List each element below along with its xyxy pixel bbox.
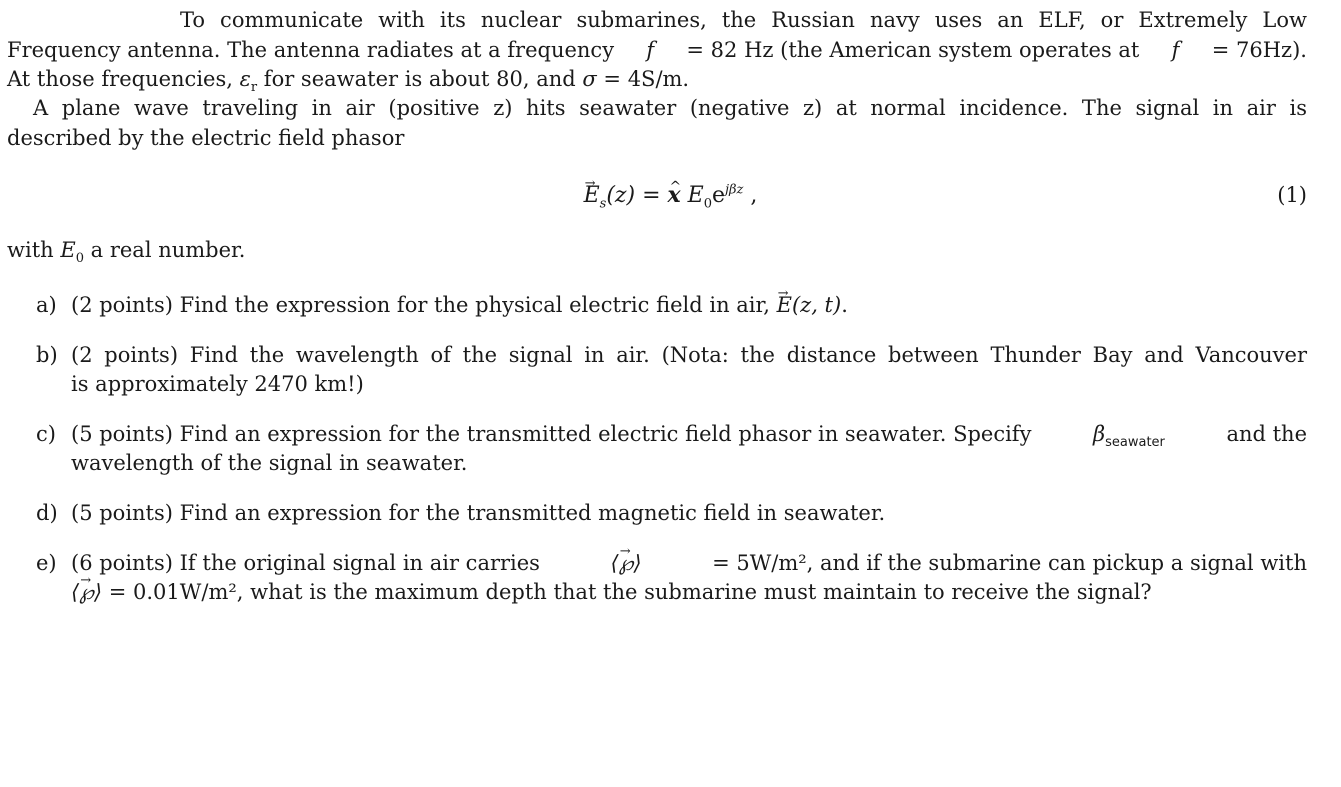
equation-number: (1) — [1277, 183, 1307, 207]
intro-line-2a: Frequency antenna. The antenna radiates at a frequency — [7, 38, 615, 62]
question-label: e) — [36, 551, 57, 575]
poynting-symbol: ⟨℘ →⟩ — [610, 549, 641, 578]
question-text-cont: wavelength of the signal in seawater. — [71, 451, 468, 475]
question-text-b: = 5W/m², and if the submarine can pickup a signal with — [712, 551, 1307, 575]
beta-seawater-symbol: $\beta_{seawater}$ — [1092, 422, 1165, 451]
intro-line-3c: = 4S/m. — [603, 67, 690, 91]
question-text-cont: = 0.01W/m², what is the maximum depth that the submarine must maintain to receive the signal? — [108, 580, 1152, 604]
question-b — [36, 341, 1307, 396]
field-expression: E →(z, t) — [777, 293, 842, 317]
frequency-symbol: f — [646, 38, 655, 62]
intro-line-3a: At those frequencies, — [7, 67, 233, 91]
question-text: (6 points) If the original signal in air carries — [71, 551, 540, 575]
intro-line-1: To communicate with its nuclear submarines, the Russian navy uses an ELF, or Extremely Low — [180, 8, 1307, 32]
question-label: a) — [36, 293, 57, 317]
intro-line-3 — [7, 65, 1307, 96]
question-text: (2 points) Find the wavelength of the signal in air. (Nota: the distance between Thunder Bay and Vancouver — [71, 343, 1307, 367]
question-e — [36, 549, 1307, 604]
question-label: b) — [36, 343, 58, 367]
question-c — [36, 420, 1307, 475]
question-text: (5 points) Find an expression for the transmitted magnetic field in seawater. — [71, 501, 886, 525]
question-label: d) — [36, 501, 58, 525]
sigma-symbol: σ — [582, 67, 597, 91]
question-text-cont: is approximately 2470 km!) — [71, 372, 364, 396]
intro-line-5: described by the electric field phasor — [7, 126, 405, 150]
question-label: c) — [36, 422, 56, 446]
question-a: a) (2 points) Find the expression for the physical electric field in air, E →(z, t). — [36, 291, 1307, 320]
after-equation-text: with $E_0$ a real number. — [7, 238, 246, 267]
intro-line-4: A plane wave traveling in air (positive z) hits seawater (negative z) at normal incidence. The signal in air is — [33, 96, 1307, 120]
intro-line-2b: = 82 Hz (the American system operates at — [686, 38, 1140, 62]
question-text-tail: and the — [1226, 422, 1307, 446]
frequency-symbol-2: f — [1171, 38, 1180, 62]
question-d — [36, 499, 1307, 528]
poynting-symbol-2: ⟨℘ →⟩ — [71, 580, 102, 604]
intro-line-2 — [7, 36, 1307, 64]
question-text: (2 points) Find the expression for the physical electric field in air, — [71, 293, 770, 317]
intro-line-3b: for seawater is about 80, and — [263, 67, 576, 91]
question-text: (5 points) Find an expression for the transmitted electric field phasor in seawater. Specify — [71, 422, 1032, 446]
equation-1: $E \to_s(z) = x$ ^ $E_0e^{j\beta z}$ , — [0, 180, 1341, 211]
epsilon-r-symbol: $\varepsilon_r$ — [239, 67, 258, 96]
intro-line-2c: = 76Hz). — [1211, 38, 1307, 62]
